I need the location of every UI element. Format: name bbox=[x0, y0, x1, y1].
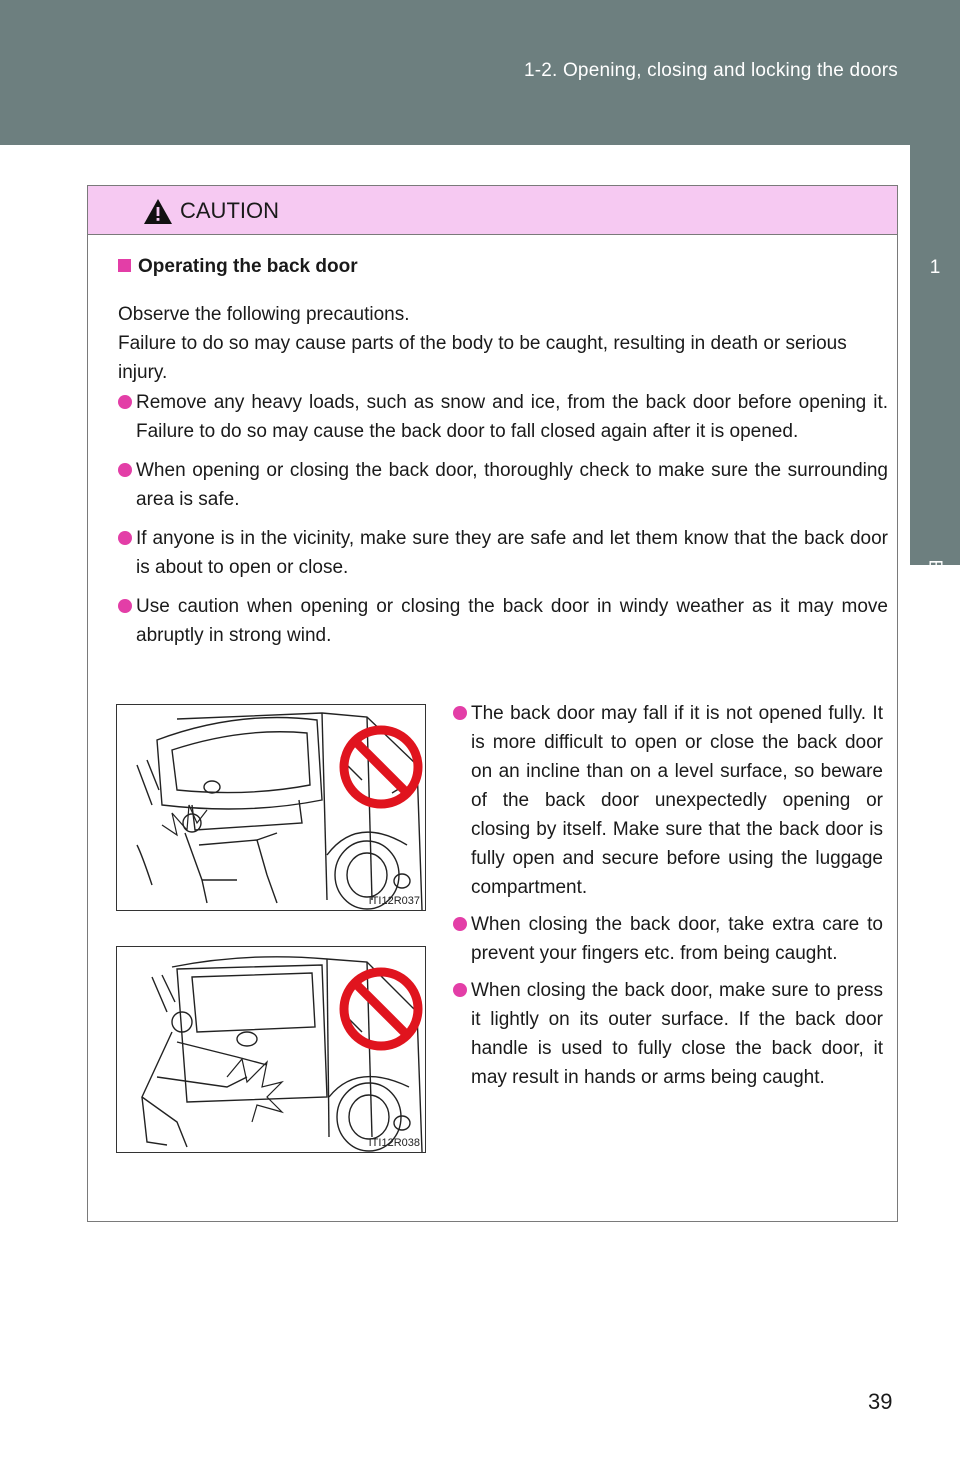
right-bullet-list bbox=[453, 699, 883, 1100]
prohibition-sign-icon bbox=[344, 972, 418, 1046]
bullet-text: Use caution when opening or closing the back door in windy weather as it may move abruptly in strong wind. bbox=[136, 596, 888, 646]
caution-title: CAUTION bbox=[180, 198, 279, 223]
figure-back-door-falling bbox=[116, 704, 426, 911]
bullet-text: When closing the back door, make sure to press it lightly on its outer surface. If the back door handle is used to fully close the back door, it may result in hands or arms being caught. bbox=[471, 980, 883, 1088]
bullet-text: Remove any heavy loads, such as snow and ice, from the back door before opening it. Failure to do so may cause the back door to fall closed again after it is opened. bbox=[136, 392, 888, 442]
intro-text bbox=[118, 300, 888, 387]
bullet-text: If anyone is in the vicinity, make sure they are safe and let them know that the back door is about to open or close. bbox=[136, 528, 888, 578]
bullet-text: When opening or closing the back door, thoroughly check to make sure the surrounding area is safe. bbox=[136, 460, 888, 510]
list-item bbox=[118, 456, 888, 514]
intro-line: Failure to do so may cause parts of the body to be caught, resulting in death or serious injury. bbox=[118, 333, 847, 383]
section-title: 1-2. Opening, closing and locking the doors bbox=[523, 60, 898, 81]
list-item bbox=[453, 910, 883, 968]
bullet-text: The back door may fall if it is not opened fully. It is more difficult to open or close the back door on an incline than on a level surface, so beware of the back door unexpectedly opening or closing by itself. Make sure that the back door is fully open and secure before using the luggage compartment. bbox=[471, 703, 883, 898]
bullet-dot-icon bbox=[118, 531, 132, 545]
figure-code: ITI12R038 bbox=[368, 1137, 420, 1149]
bullet-list bbox=[118, 388, 888, 660]
section-heading bbox=[118, 256, 358, 278]
chapter-number: 1 bbox=[929, 257, 941, 278]
figure-back-door-closing bbox=[116, 946, 426, 1153]
caution-box bbox=[87, 185, 898, 1222]
warning-triangle-icon bbox=[143, 198, 173, 225]
chapter-label: Before driving bbox=[925, 559, 946, 671]
square-bullet-icon bbox=[118, 259, 131, 272]
bullet-dot-icon bbox=[453, 983, 467, 997]
bullet-dot-icon bbox=[118, 463, 132, 477]
list-item bbox=[118, 388, 888, 446]
bullet-dot-icon bbox=[118, 395, 132, 409]
bullet-dot-icon bbox=[118, 599, 132, 613]
list-item bbox=[453, 699, 883, 902]
back-door-falling-illustration bbox=[117, 705, 425, 910]
header-band bbox=[0, 0, 960, 145]
prohibition-sign-icon bbox=[344, 730, 418, 804]
section-heading-text: Operating the back door bbox=[138, 256, 358, 277]
chapter-tab bbox=[910, 145, 960, 671]
figure-code: ITI12R037 bbox=[368, 895, 420, 907]
back-door-closing-illustration bbox=[117, 947, 425, 1152]
list-item bbox=[118, 524, 888, 582]
bullet-dot-icon bbox=[453, 706, 467, 720]
bullet-text: When closing the back door, take extra care to prevent your fingers etc. from being caught. bbox=[471, 914, 883, 964]
list-item bbox=[453, 976, 883, 1092]
page-number: 39 bbox=[868, 1389, 893, 1414]
caution-header bbox=[88, 186, 897, 235]
intro-line: Observe the following precautions. bbox=[118, 304, 410, 325]
bullet-dot-icon bbox=[453, 917, 467, 931]
list-item bbox=[118, 592, 888, 650]
